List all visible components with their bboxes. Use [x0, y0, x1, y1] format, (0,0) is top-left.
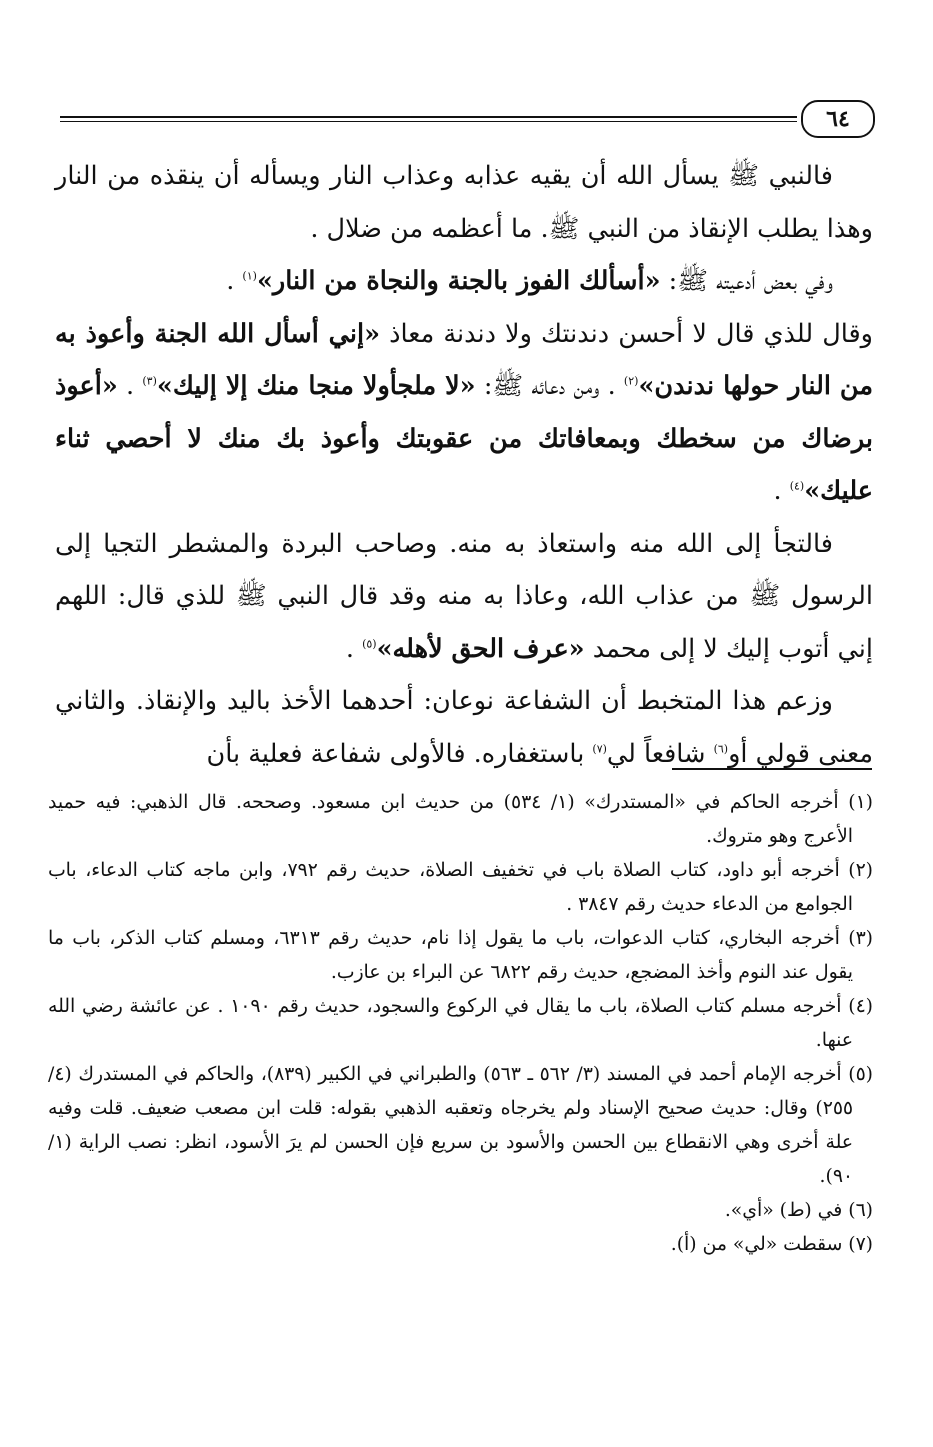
p4-quote: «عرف الحق لأهله»	[376, 633, 585, 664]
p2-end: .	[226, 266, 243, 296]
footnote-ref-6: (٦)	[713, 742, 729, 755]
p5-text-3: باستغفاره. فالأولى شفاعة فعلية بأن	[206, 738, 593, 769]
p2-quote: «أسألك الفوز بالجنة والنجاة من النار»	[256, 266, 661, 296]
p3-quote-1: «إني أسأل الله الجنة وأعوذ به من النار حولها ندندن»	[55, 318, 874, 401]
footnote-ref-5: (٥)	[362, 637, 377, 650]
p4-text-1: فالتجأ إلى الله منه واستعاذ به منه. وصاحب البردة والمشطر التجيا إلى الرسول ﷺ من عذاب الله، وعاذا به منه وقد قال النبي ﷺ للذي قال: اللهم إني أتوب إليك لا إلى محمد	[55, 528, 873, 664]
p3-quote-2: «لا ملجأولا منجا منك إلا إليك»	[156, 371, 476, 401]
p3-text-2: . ومن دعائه ﷺ:	[475, 371, 624, 401]
paragraph-4	[55, 518, 873, 676]
footnote-ref-7: (٧)	[592, 742, 607, 755]
paragraph-5	[55, 675, 873, 780]
p3-text-1: وقال للذي قال لا أحسن دندنتك ولا دندنة معاذ	[380, 318, 874, 349]
footnote-3: (٣) أخرجه البخاري، كتاب الدعوات، باب ما يقول إذا نام، حديث رقم ٦٣١٣، ومسلم كتاب الذكر، باب ما يقول عند النوم وأخذ المضجع، حديث رقم ٦٨٢٢ عن البراء بن عازب.	[48, 928, 873, 983]
main-text	[55, 150, 873, 780]
p5-text-1: وزعم هذا المتخبط أن الشفاعة نوعان: أحدهما الأخذ باليد والإنقاذ. والثاني معنى قولي أو	[55, 686, 873, 769]
p2-intro: وفي بعض أدعيته ﷺ:	[660, 266, 833, 296]
header-rule-thin	[60, 121, 797, 122]
paragraph-3	[55, 308, 873, 518]
footnote-6: (٦) في (ط) «أي».	[724, 1200, 873, 1221]
page-header	[60, 98, 875, 138]
footnote-ref-3: (٣)	[142, 374, 157, 388]
paragraph-1: فالنبي ﷺ يسأل الله أن يقيه عذابه وعذاب النار ويسأله أن ينقذه من النار وهذا يطلب الإنقاذ من النبي ﷺ. ما أعظمه من ضلال .	[55, 161, 873, 244]
p3-quote-3: «أعوذ برضاك من سخطك وبمعافاتك من عقوبتك وأعوذ بك منك لا أحصي ثناء عليك»	[55, 371, 873, 506]
footnote-ref-2: (٢)	[623, 374, 639, 388]
header-rule	[60, 116, 797, 118]
page-number: ٦٤	[801, 100, 875, 138]
footnote-divider	[672, 768, 872, 770]
p3-text-3: .	[117, 371, 143, 401]
p5-text-2: شافعاً لي	[606, 738, 714, 769]
p3-text-4: .	[773, 476, 790, 506]
p4-text-2: .	[345, 633, 363, 664]
footnote-7: (٧) سقطت «لي» من (أ).	[670, 1234, 873, 1255]
footnotes	[48, 786, 873, 1262]
paragraph-2	[55, 255, 873, 308]
footnote-ref-1: (١)	[242, 269, 257, 283]
footnote-4: (٤) أخرجه مسلم كتاب الصلاة، باب ما يقال في الركوع والسجود، حديث رقم ١٠٩٠ . عن عائشة رضي الله عنها.	[48, 996, 873, 1051]
footnote-ref-4: (٤)	[789, 479, 805, 493]
footnote-2: (٢) أخرجه أبو داود، كتاب الصلاة باب في تخفيف الصلاة، حديث رقم ٧٩٢، وابن ماجه كتاب الدعاء، باب الجوامع من الدعاء حديث رقم ٣٨٤٧ .	[48, 860, 873, 915]
footnote-1: (١) أخرجه الحاكم في «المستدرك» (١/ ٥٣٤) من حديث ابن مسعود. وصححه. قال الذهبي: فيه حميد الأعرج وهو متروك.	[48, 792, 873, 847]
footnote-5: (٥) أخرجه الإمام أحمد في المسند (٣/ ٥٦٢ ـ ٥٦٣) والطبراني في الكبير (٨٣٩)، والحاكم في المستدرك (٤/ ٢٥٥) وقال: حديث صحيح الإسناد ولم يخرجاه وتعقبه الذهبي بقوله: قلت ابن مصعب ضعيف. قلت وفيه علة أخرى وهي الانقطاع بين الحسن والأسود بن سريع فإن الحسن لم يرَ الأسود، انظر: نصب الراية (١/ ٩٠).	[48, 1064, 873, 1187]
